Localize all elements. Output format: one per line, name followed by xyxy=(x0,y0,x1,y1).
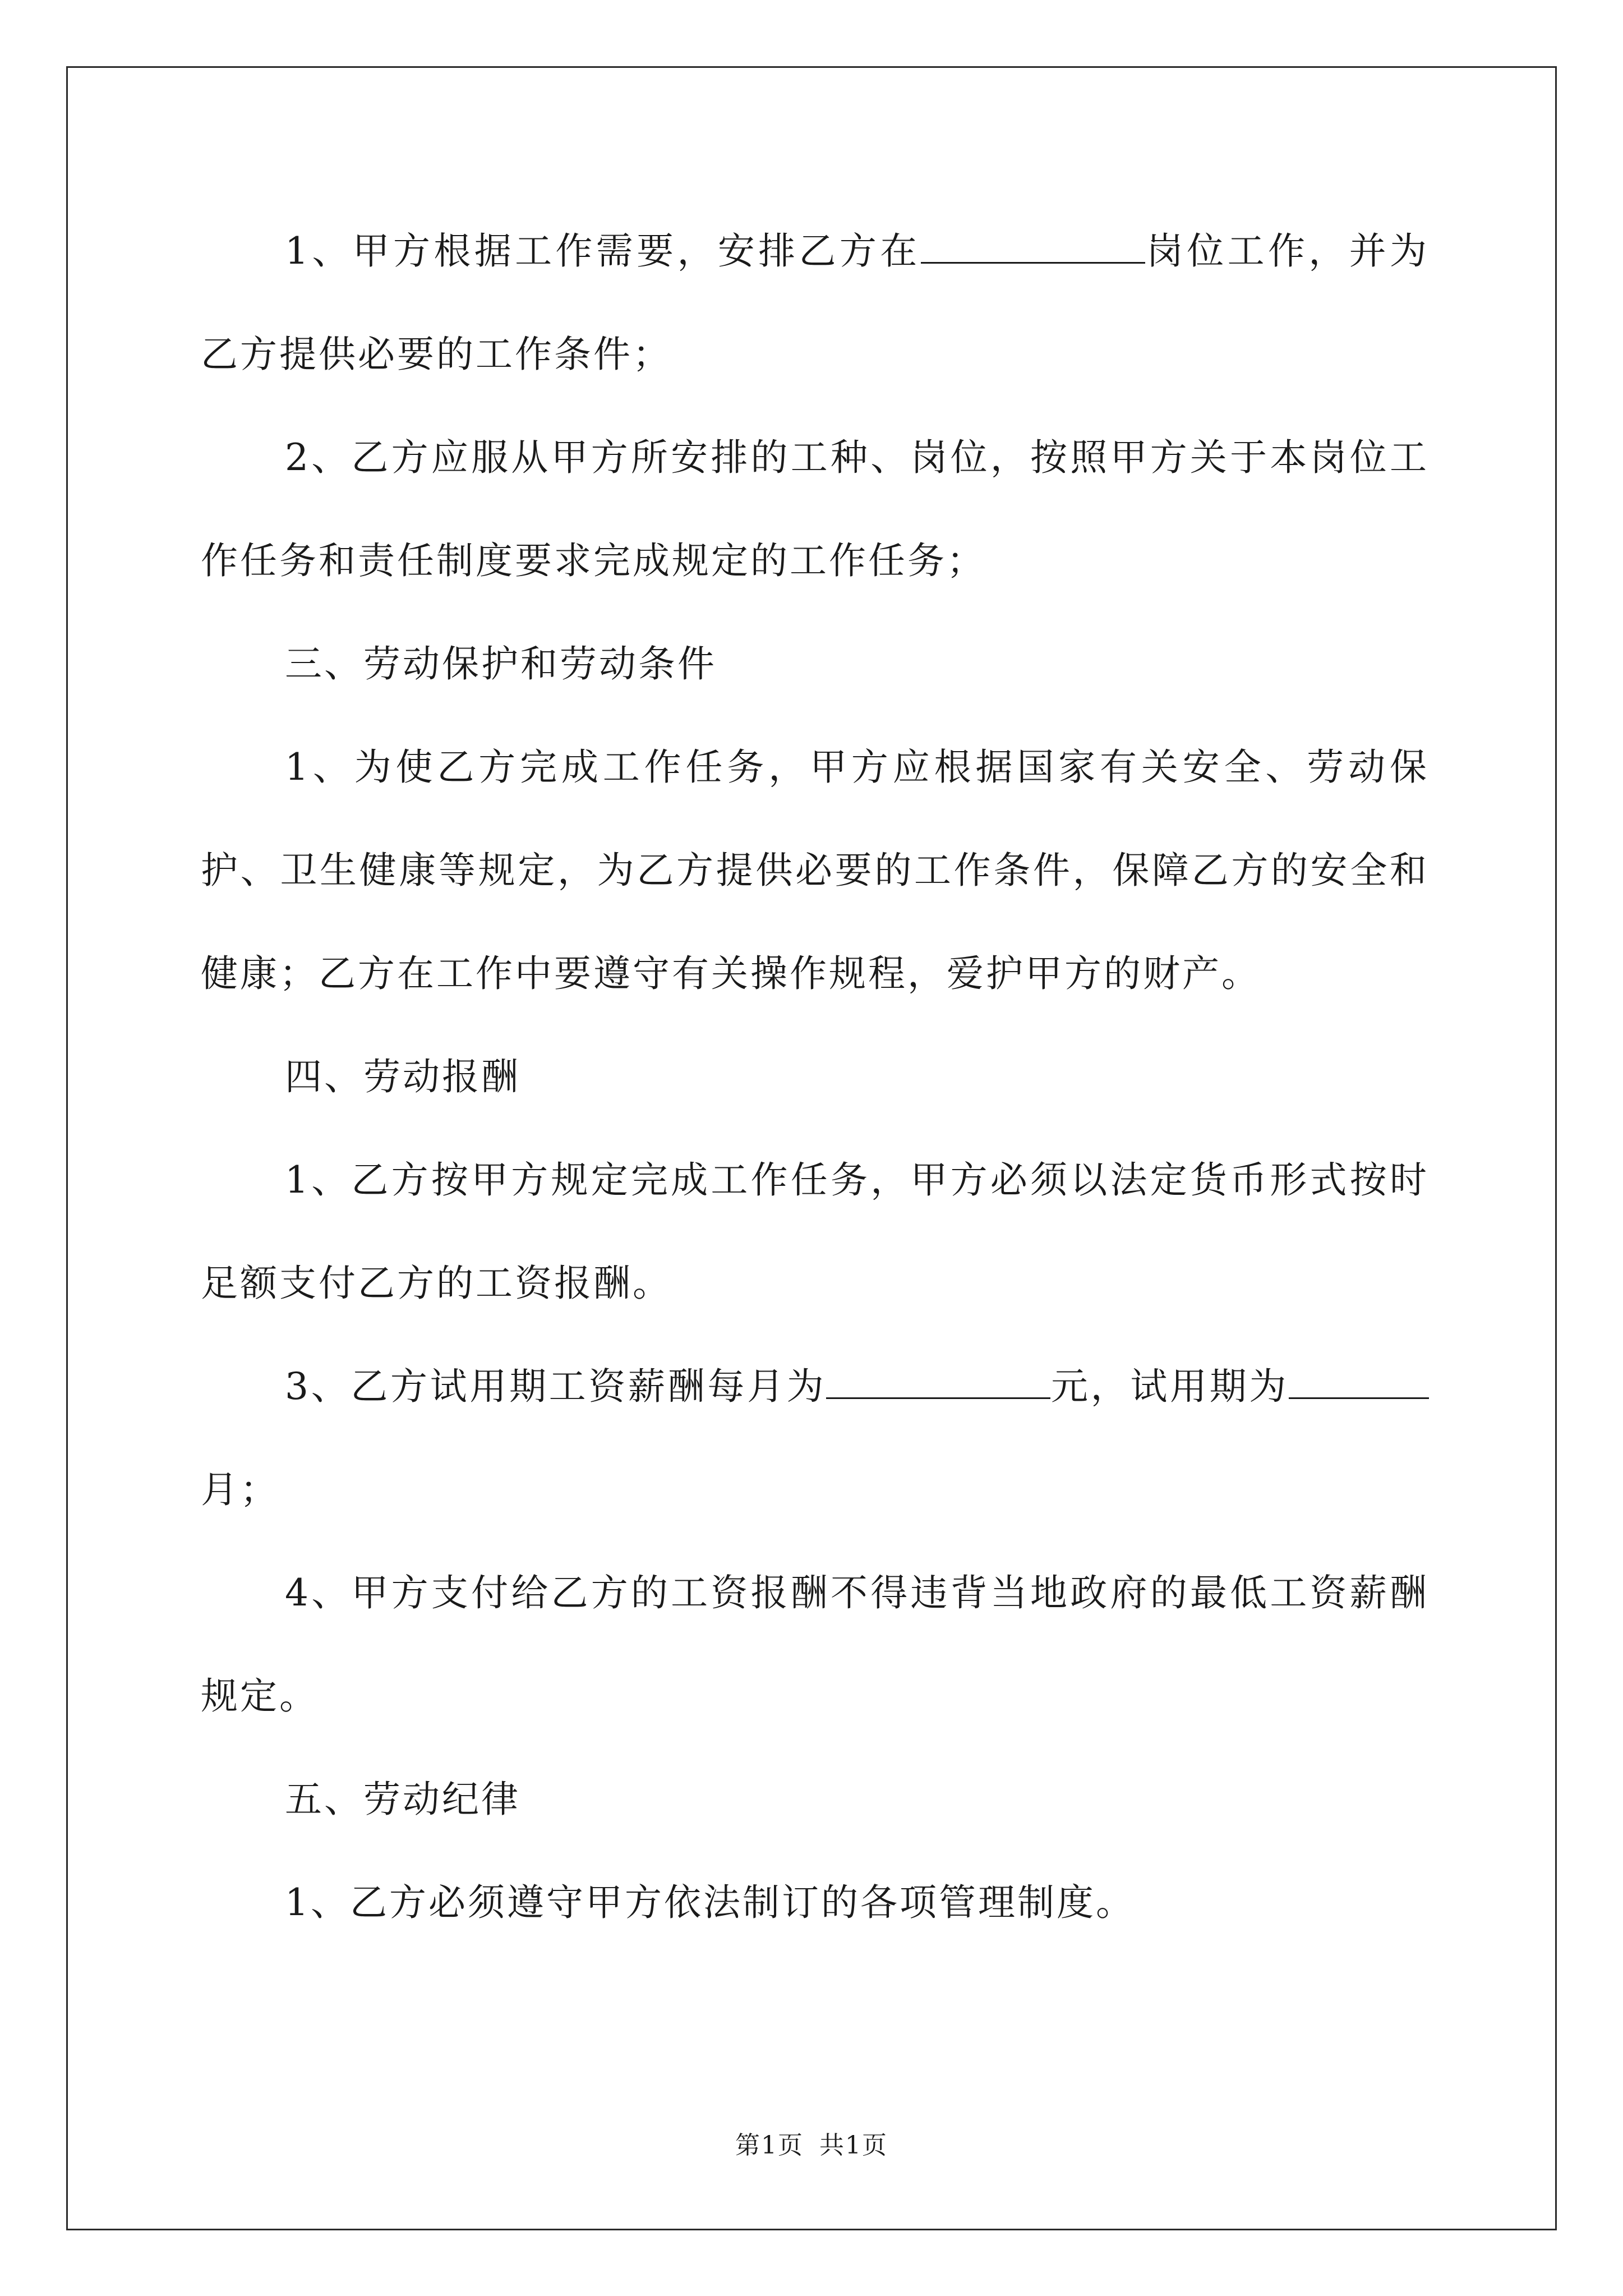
paragraph-text: 1、甲方根据工作需要，安排乙方在 xyxy=(285,229,921,273)
paragraph-safety-conditions xyxy=(201,716,1429,1025)
paragraph-text: 岗位工作，并为乙方提供必要的工作条件； xyxy=(201,229,1429,376)
heading-text: 三、劳动保护和劳动条件 xyxy=(285,642,717,685)
paragraph-pay-in-full xyxy=(201,1129,1429,1335)
page-footer xyxy=(0,2125,1623,2161)
paragraph-text: 1、乙方必须遵守甲方依法制订的各项管理制度。 xyxy=(285,1881,1135,1924)
fill-blank-salary[interactable] xyxy=(826,1364,1050,1399)
paragraph-text: 2、乙方应服从甲方所安排的工种、岗位，按照甲方关于本岗位工作任务和责任制度要求完成规定的工作任务； xyxy=(201,436,1429,582)
paragraph-minimum-wage xyxy=(201,1542,1429,1748)
fill-blank-position[interactable] xyxy=(921,228,1145,264)
paragraph-text: 1、为使乙方完成工作任务，甲方应根据国家有关安全、劳动保护、卫生健康等规定，为乙方提供必要的工作条件，保障乙方的安全和健康；乙方在工作中要遵守有关操作规程，爱护甲方的财产。 xyxy=(201,746,1429,995)
heading-text: 五、劳动纪律 xyxy=(285,1778,520,1821)
paragraph-probation-salary xyxy=(201,1335,1429,1542)
paragraph-text: 月； xyxy=(201,1468,279,1511)
fill-blank-probation-months[interactable] xyxy=(1289,1364,1429,1399)
page-total: 共1页 xyxy=(819,2131,888,2160)
paragraph-text: 元，试用期为 xyxy=(1050,1365,1289,1408)
paragraph-obey-rules xyxy=(201,1851,1429,1954)
paragraph-text: 3、乙方试用期工资薪酬每月为 xyxy=(285,1365,827,1408)
section-heading-discipline xyxy=(201,1748,1429,1851)
section-heading-labor-protection xyxy=(201,613,1429,716)
section-heading-remuneration xyxy=(201,1025,1429,1129)
paragraph-obey-arrangement xyxy=(201,406,1429,613)
heading-text: 四、劳动报酬 xyxy=(285,1055,520,1098)
paragraph-text: 1、乙方按甲方规定完成工作任务，甲方必须以法定货币形式按时足额支付乙方的工资报酬。 xyxy=(201,1158,1429,1305)
paragraph-text: 4、甲方支付给乙方的工资报酬不得违背当地政府的最低工资薪酬规定。 xyxy=(201,1571,1429,1718)
page-number: 第1页 xyxy=(735,2131,804,2160)
paragraph-position-assignment xyxy=(201,200,1429,406)
